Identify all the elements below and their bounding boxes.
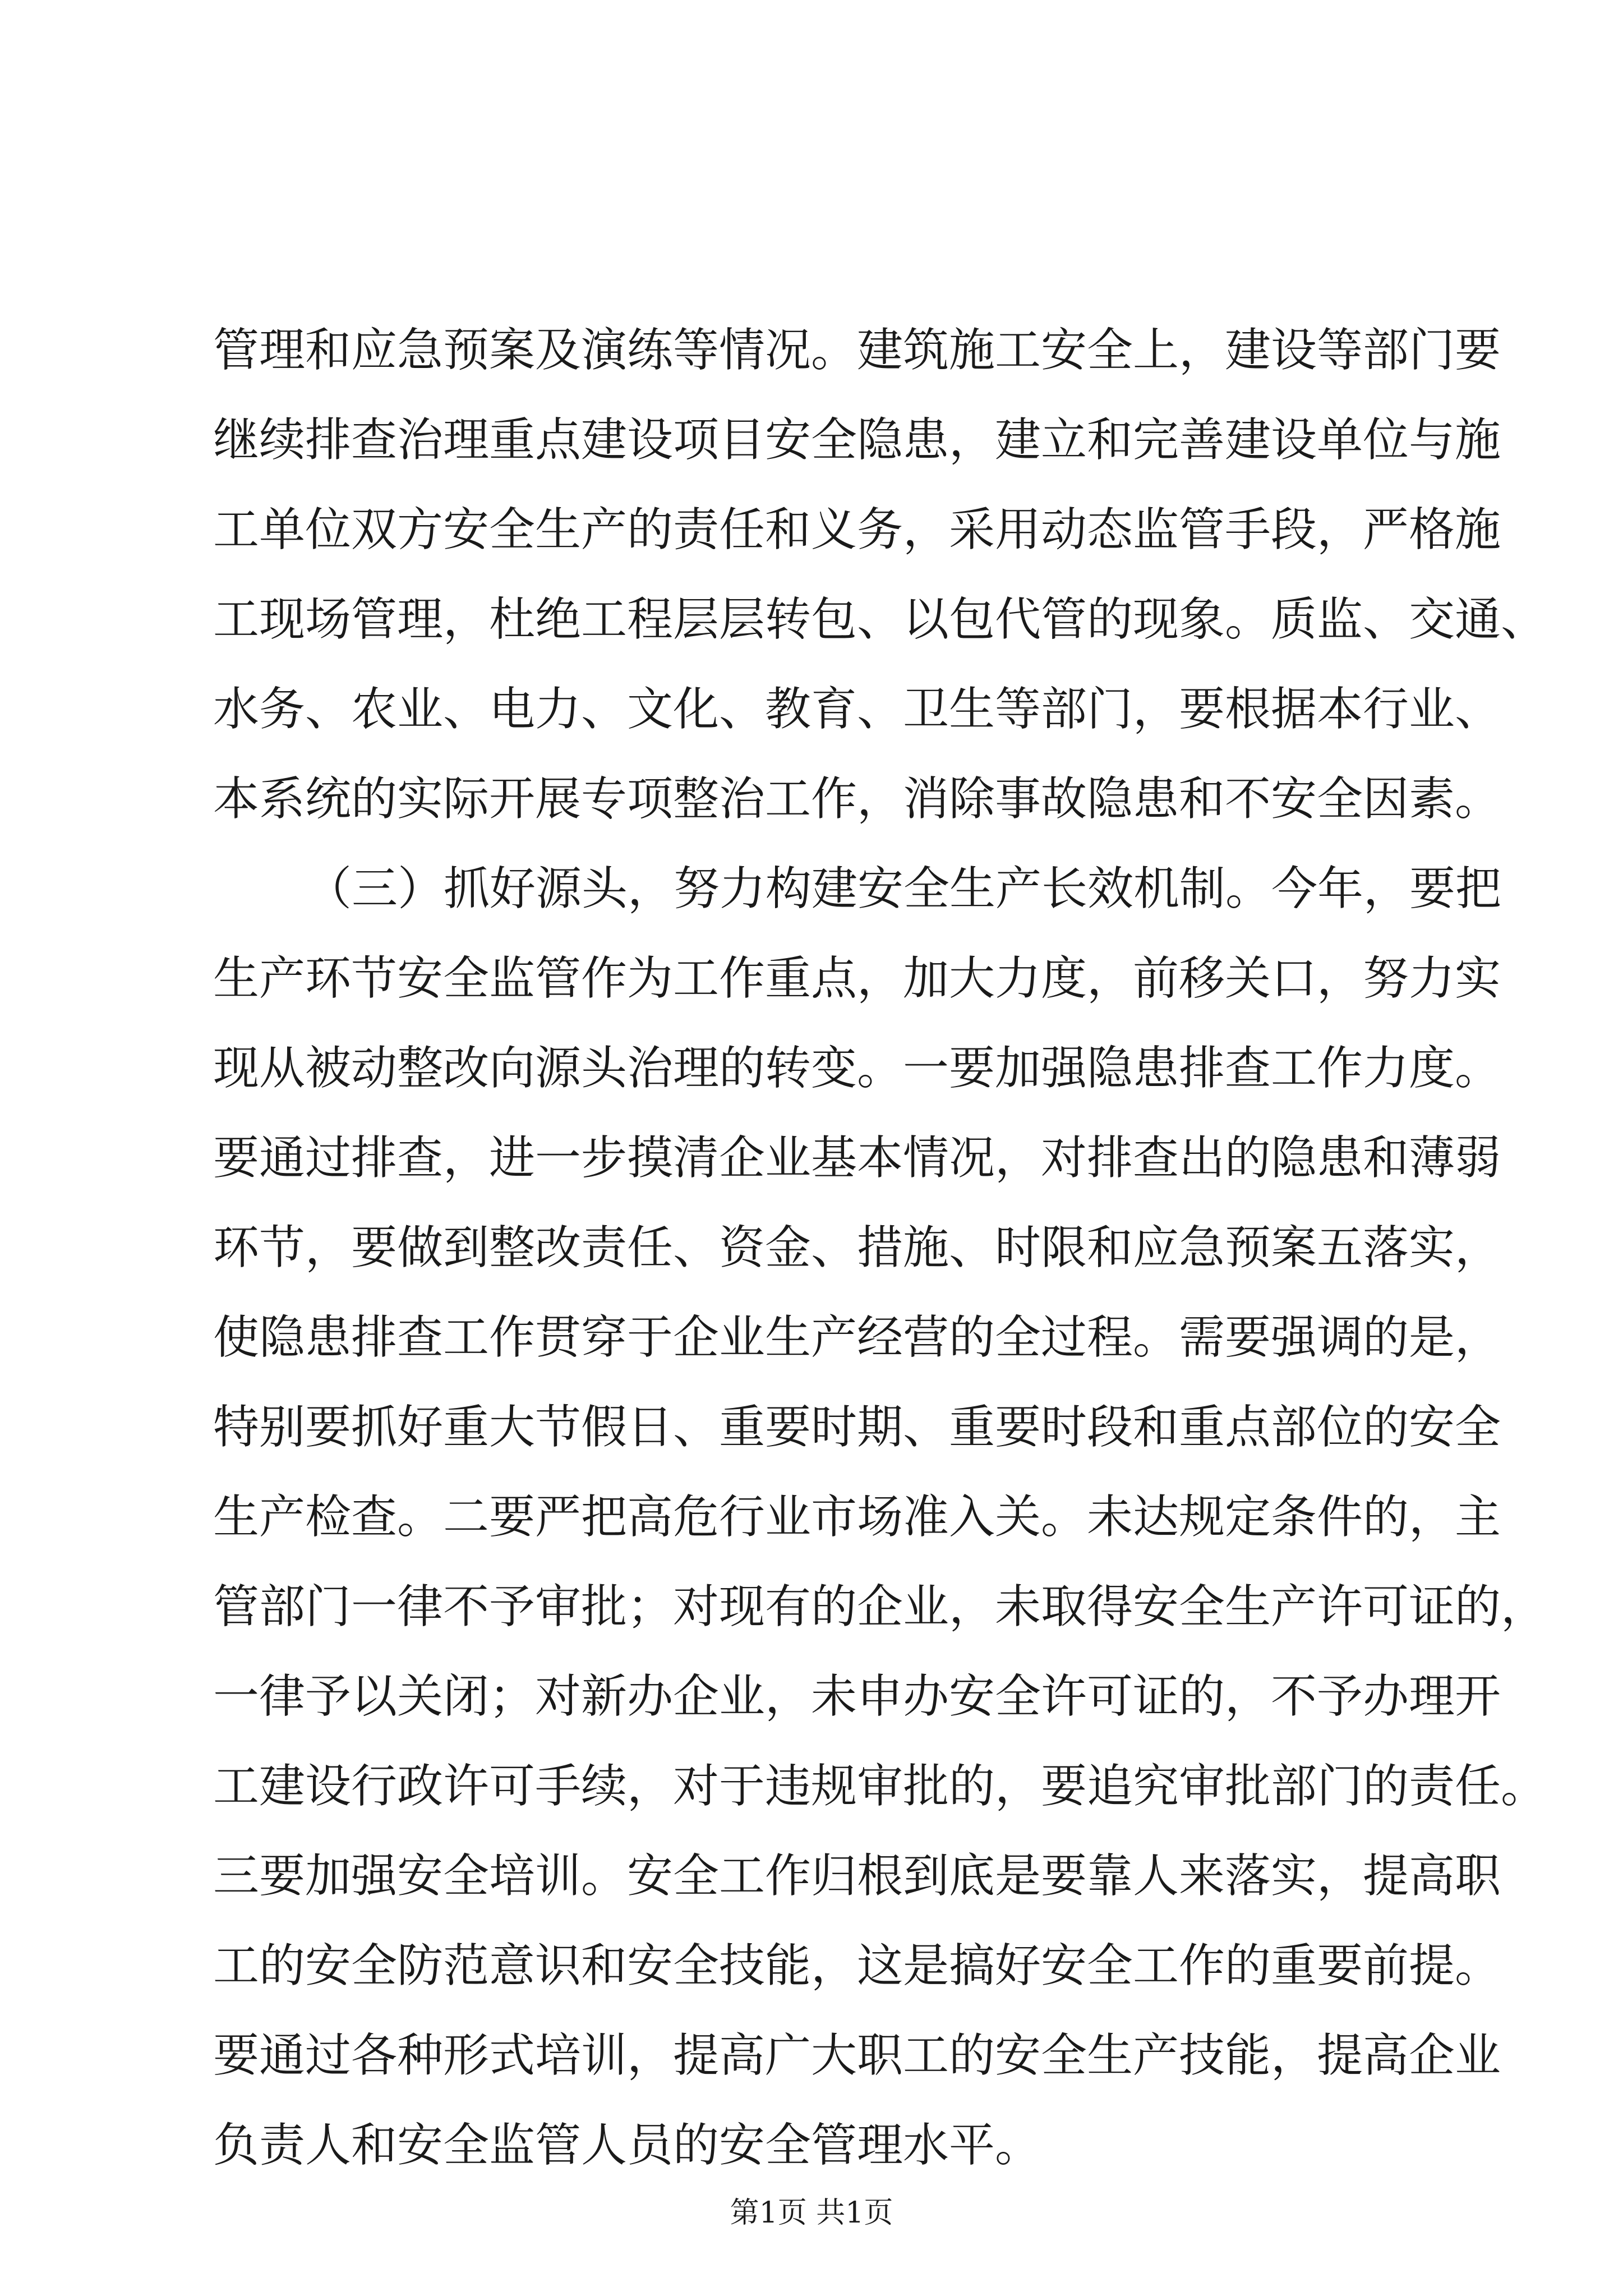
text-line: 特别要抓好重大节假日、重要时期、重要时段和重点部位的安全 [213, 1401, 1501, 1454]
text-line: 管理和应急预案及演练等情况。建筑施工安全上，建设等部门要 [213, 324, 1501, 377]
text-line: 环节，要做到整改责任、资金、措施、时限和应急预案五落实， [213, 1221, 1501, 1274]
text-line: 负责人和安全监管人员的安全管理水平。 [213, 2119, 1041, 2172]
text-line: 使隐患排查工作贯穿于企业生产经营的全过程。需要强调的是， [213, 1311, 1501, 1364]
text-line: 三要加强安全培训。安全工作归根到底是要靠人来落实，提高职 [213, 1849, 1501, 1903]
text-line: 工建设行政许可手续，对于违规审批的，要追究审批部门的责任。 [213, 1760, 1547, 1813]
text-line: 生产检查。二要严把高危行业市场准入关。未达规定条件的，主 [213, 1490, 1501, 1544]
text-line: 水务、农业、电力、文化、教育、卫生等部门，要根据本行业、 [213, 683, 1501, 736]
text-line: 一律予以关闭；对新办企业，未申办安全许可证的，不予办理开 [213, 1670, 1501, 1723]
text-line: 管部门一律不予审批；对现有的企业，未取得安全生产许可证的， [213, 1580, 1547, 1634]
text-line: 要通过各种形式培训，提高广大职工的安全生产技能，提高企业 [213, 2029, 1501, 2082]
text-line: 现从被动整改向源头治理的转变。一要加强隐患排查工作力度。 [213, 1042, 1501, 1095]
text-line: 工现场管理，杜绝工程层层转包、以包代管的现象。质监、交通、 [213, 593, 1547, 646]
page-footer: 第1页 共1页 [730, 2196, 893, 2230]
text-line: 工的安全防范意识和安全技能，这是搞好安全工作的重要前提。 [213, 1939, 1501, 1993]
text-line: 生产环节安全监管作为工作重点，加大力度，前移关口，努力实 [213, 952, 1501, 1005]
text-line: （三）抓好源头，努力构建安全生产长效机制。今年，要把 [306, 862, 1502, 915]
text-line: 工单位双方安全生产的责任和义务，采用动态监管手段，严格施 [213, 503, 1501, 556]
text-line: 继续排查治理重点建设项目安全隐患，建立和完善建设单位与施 [213, 413, 1501, 467]
text-line: 本系统的实际开展专项整治工作，消除事故隐患和不安全因素。 [213, 772, 1501, 826]
text-line: 要通过排查，进一步摸清企业基本情况，对排查出的隐患和薄弱 [213, 1131, 1501, 1185]
